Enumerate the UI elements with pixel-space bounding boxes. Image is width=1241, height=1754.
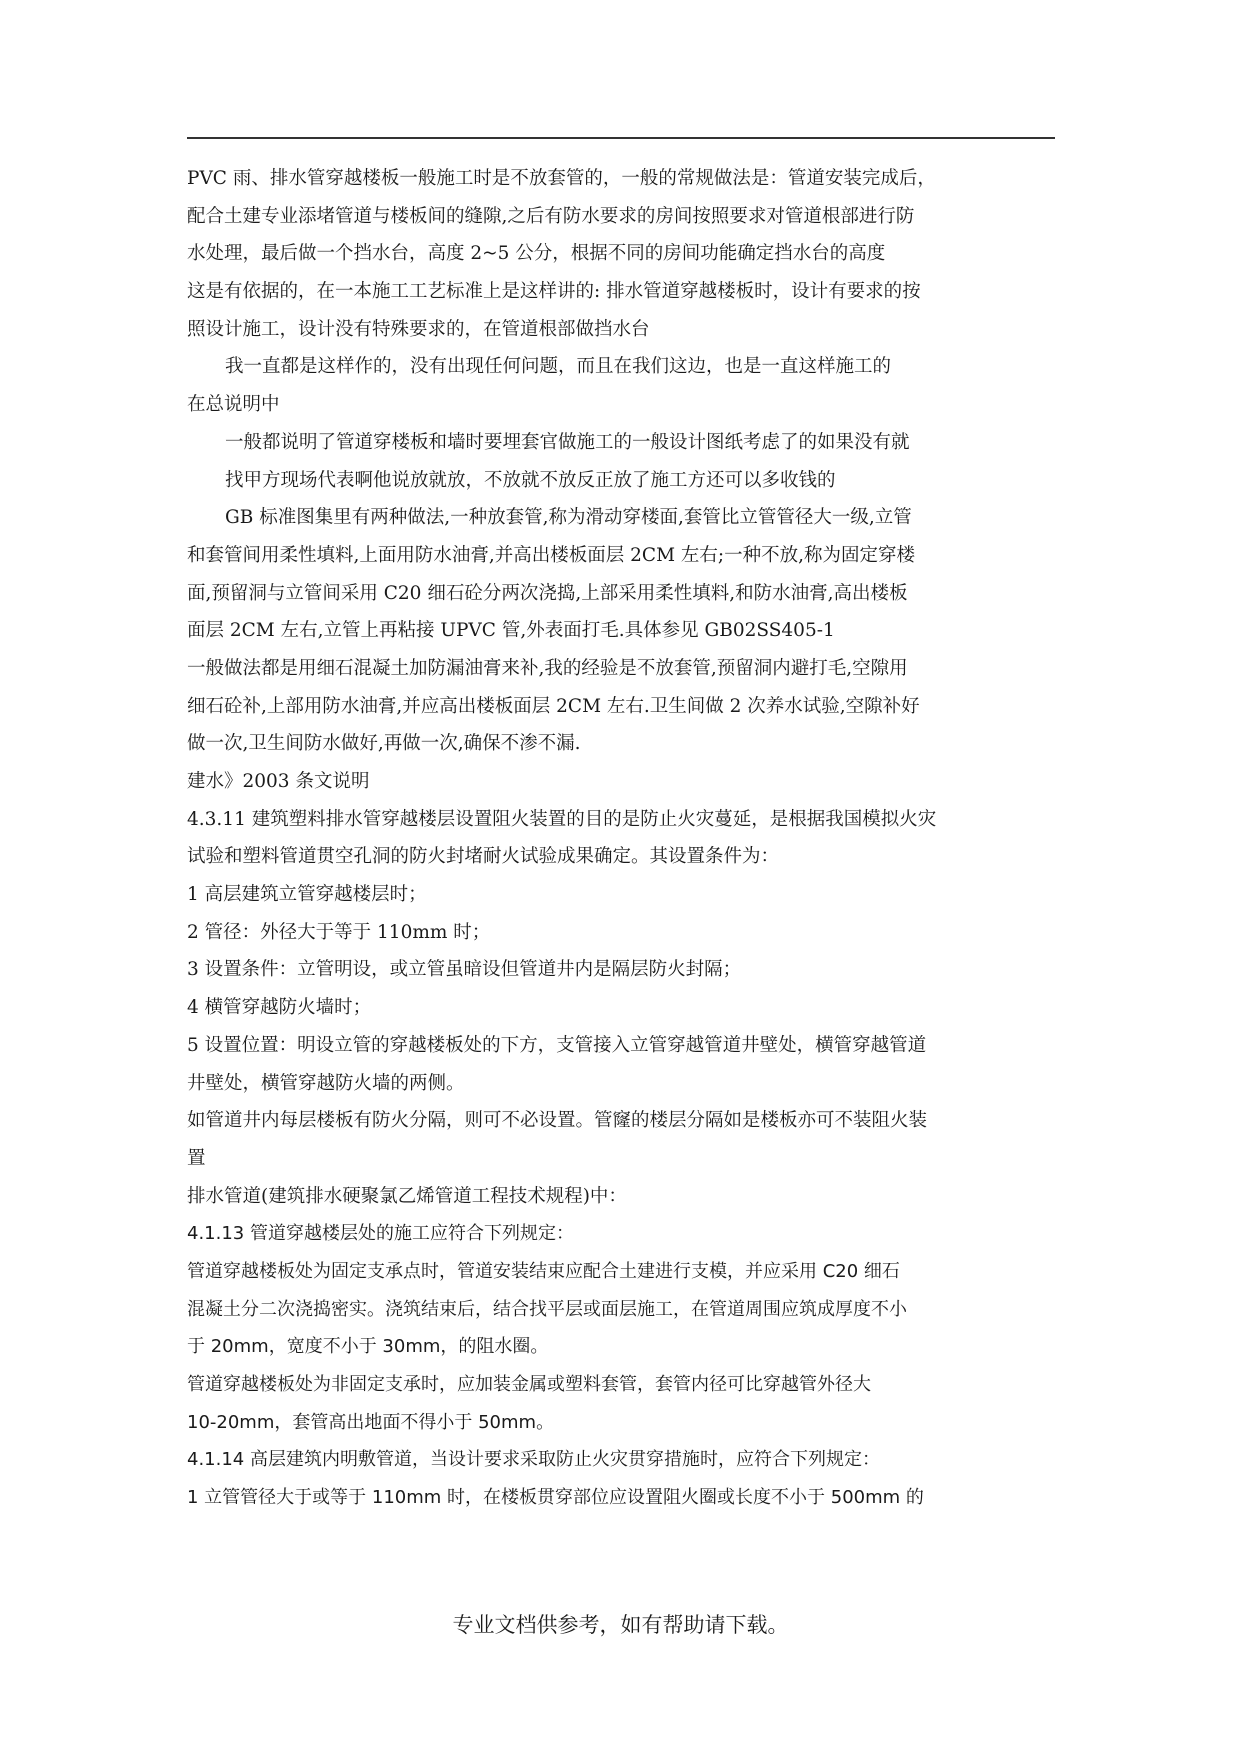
paragraph-line: 一般都说明了管道穿楼板和墙时要埋套官做施工的一般设计图纸考虑了的如果没有就 (225, 431, 910, 453)
list-item: 5 设置位置：明设立管的穿越楼板处的下方，支管接入立管穿越管道井壁处，横管穿越管道 (187, 1034, 927, 1056)
document-body (187, 160, 1055, 1517)
paragraph-line: 细石砼补,上部用防水油膏,并应高出楼板面层 2CM 左右.卫生间做 2 次养水试验,空隙补好 (187, 695, 920, 717)
clause-line: 试验和塑料管道贯空孔洞的防火封堵耐火试验成果确定。其设置条件为： (187, 846, 780, 868)
paragraph-line: PVC 雨、排水管穿越楼板一般施工时是不放套管的，一般的常规做法是：管道安装完成后， (187, 168, 936, 189)
paragraph-line: 照设计施工，设计没有特殊要求的，在管道根部做挡水台 (187, 318, 650, 340)
list-item: 2 管径：外径大于等于 110mm 时； (187, 921, 491, 943)
paragraph-line: 水处理，最后做一个挡水台，高度 2~5 公分，根据不同的房间功能确定挡水台的高度 (187, 243, 886, 265)
list-item: 1 高层建筑立管穿越楼层时； (187, 884, 427, 906)
paragraph-line: 管道穿越楼板处为固定支承点时，管道安装结束应配合土建进行支模，并应采用 C20 细石 (187, 1260, 900, 1282)
list-item: 1 立管管径大于或等于 110mm 时，在楼板贯穿部位应设置阻火圈或长度不小于 500mm 的 (187, 1487, 924, 1509)
paragraph-line: 于 20mm，宽度不小于 30mm，的阻水圈。 (187, 1336, 549, 1358)
paragraph-line: 和套管间用柔性填料,上面用防水油膏,并高出楼板面层 2CM 左右;一种不放,称为固定穿楼 (187, 544, 916, 566)
section-heading: 建水》2003 条文说明 (187, 771, 370, 792)
header-rule (187, 137, 1055, 139)
paragraph-line: 面,预留洞与立管间采用 C20 细石砼分两次浇捣,上部采用柔性填料,和防水油膏,高出楼板 (187, 582, 908, 604)
paragraph-line: 混凝土分二次浇捣密实。浇筑结束后，结合找平层或面层施工，在管道周围应筑成厚度不小 (187, 1298, 907, 1320)
paragraph-line: 管道穿越楼板处为非固定支承时，应加装金属或塑料套管，套管内径可比穿越管外径大 (187, 1374, 871, 1395)
list-item: 3 设置条件：立管明设，或立管虽暗设但管道井内是隔层防火封隔； (187, 959, 742, 981)
clause-line: 4.1.13 管道穿越楼层处的施工应符合下列规定： (187, 1223, 574, 1245)
list-item: 4 横管穿越防火墙时； (187, 997, 372, 1019)
paragraph-line: 一般做法都是用细石混凝土加防漏油膏来补,我的经验是不放套管,预留洞内避打毛,空隙用 (187, 657, 908, 679)
list-item: 井壁处，横管穿越防火墙的两侧。 (187, 1072, 465, 1094)
paragraph-line: 我一直都是这样作的，没有出现任何问题，而且在我们这边，也是一直这样施工的 (225, 356, 892, 378)
paragraph-line: 10-20mm，套管高出地面不得小于 50mm。 (187, 1411, 555, 1433)
clause-line: 4.3.11 建筑塑料排水管穿越楼层设置阻火装置的目的是防止火灾蔓延，是根据我国模拟火灾 (187, 808, 937, 830)
paragraph-line: 面层 2CM 左右,立管上再粘接 UPVC 管,外表面打毛.具体参见 GB02SS405-1 (187, 620, 835, 642)
paragraph-line: 在总说明中 (187, 394, 280, 416)
paragraph-line: 这是有依据的，在一本施工工艺标准上是这样讲的: 排水管道穿越楼板时，设计有要求的按 (187, 281, 921, 303)
paragraph-line: 做一次,卫生间防水做好,再做一次,确保不渗不漏. (187, 733, 581, 755)
paragraph-line: 如管道井内每层楼板有防火分隔，则可不必设置。管窿的楼层分隔如是楼板亦可不装阻火装 (187, 1110, 928, 1132)
paragraph-line: GB 标准图集里有两种做法,一种放套管,称为滑动穿楼面,套管比立管管径大一级,立管 (225, 507, 912, 529)
paragraph-line: 置 (187, 1147, 206, 1169)
paragraph-line: 配合土建专业添堵管道与楼板间的缝隙,之后有防水要求的房间按照要求对管道根部进行防 (187, 205, 915, 227)
paragraph-line: 找甲方现场代表啊他说放就放，不放就不放反正放了施工方还可以多收钱的 (225, 469, 836, 491)
paragraph-line: 排水管道(建筑排水硬聚氯乙烯管道工程技术规程)中： (187, 1185, 627, 1207)
clause-line: 4.1.14 高层建筑内明敷管道，当设计要求采取防止火灾贯穿措施时，应符合下列规定： (187, 1449, 880, 1471)
page-footer: 专业文档供参考，如有帮助请下载。 (452, 1613, 789, 1637)
